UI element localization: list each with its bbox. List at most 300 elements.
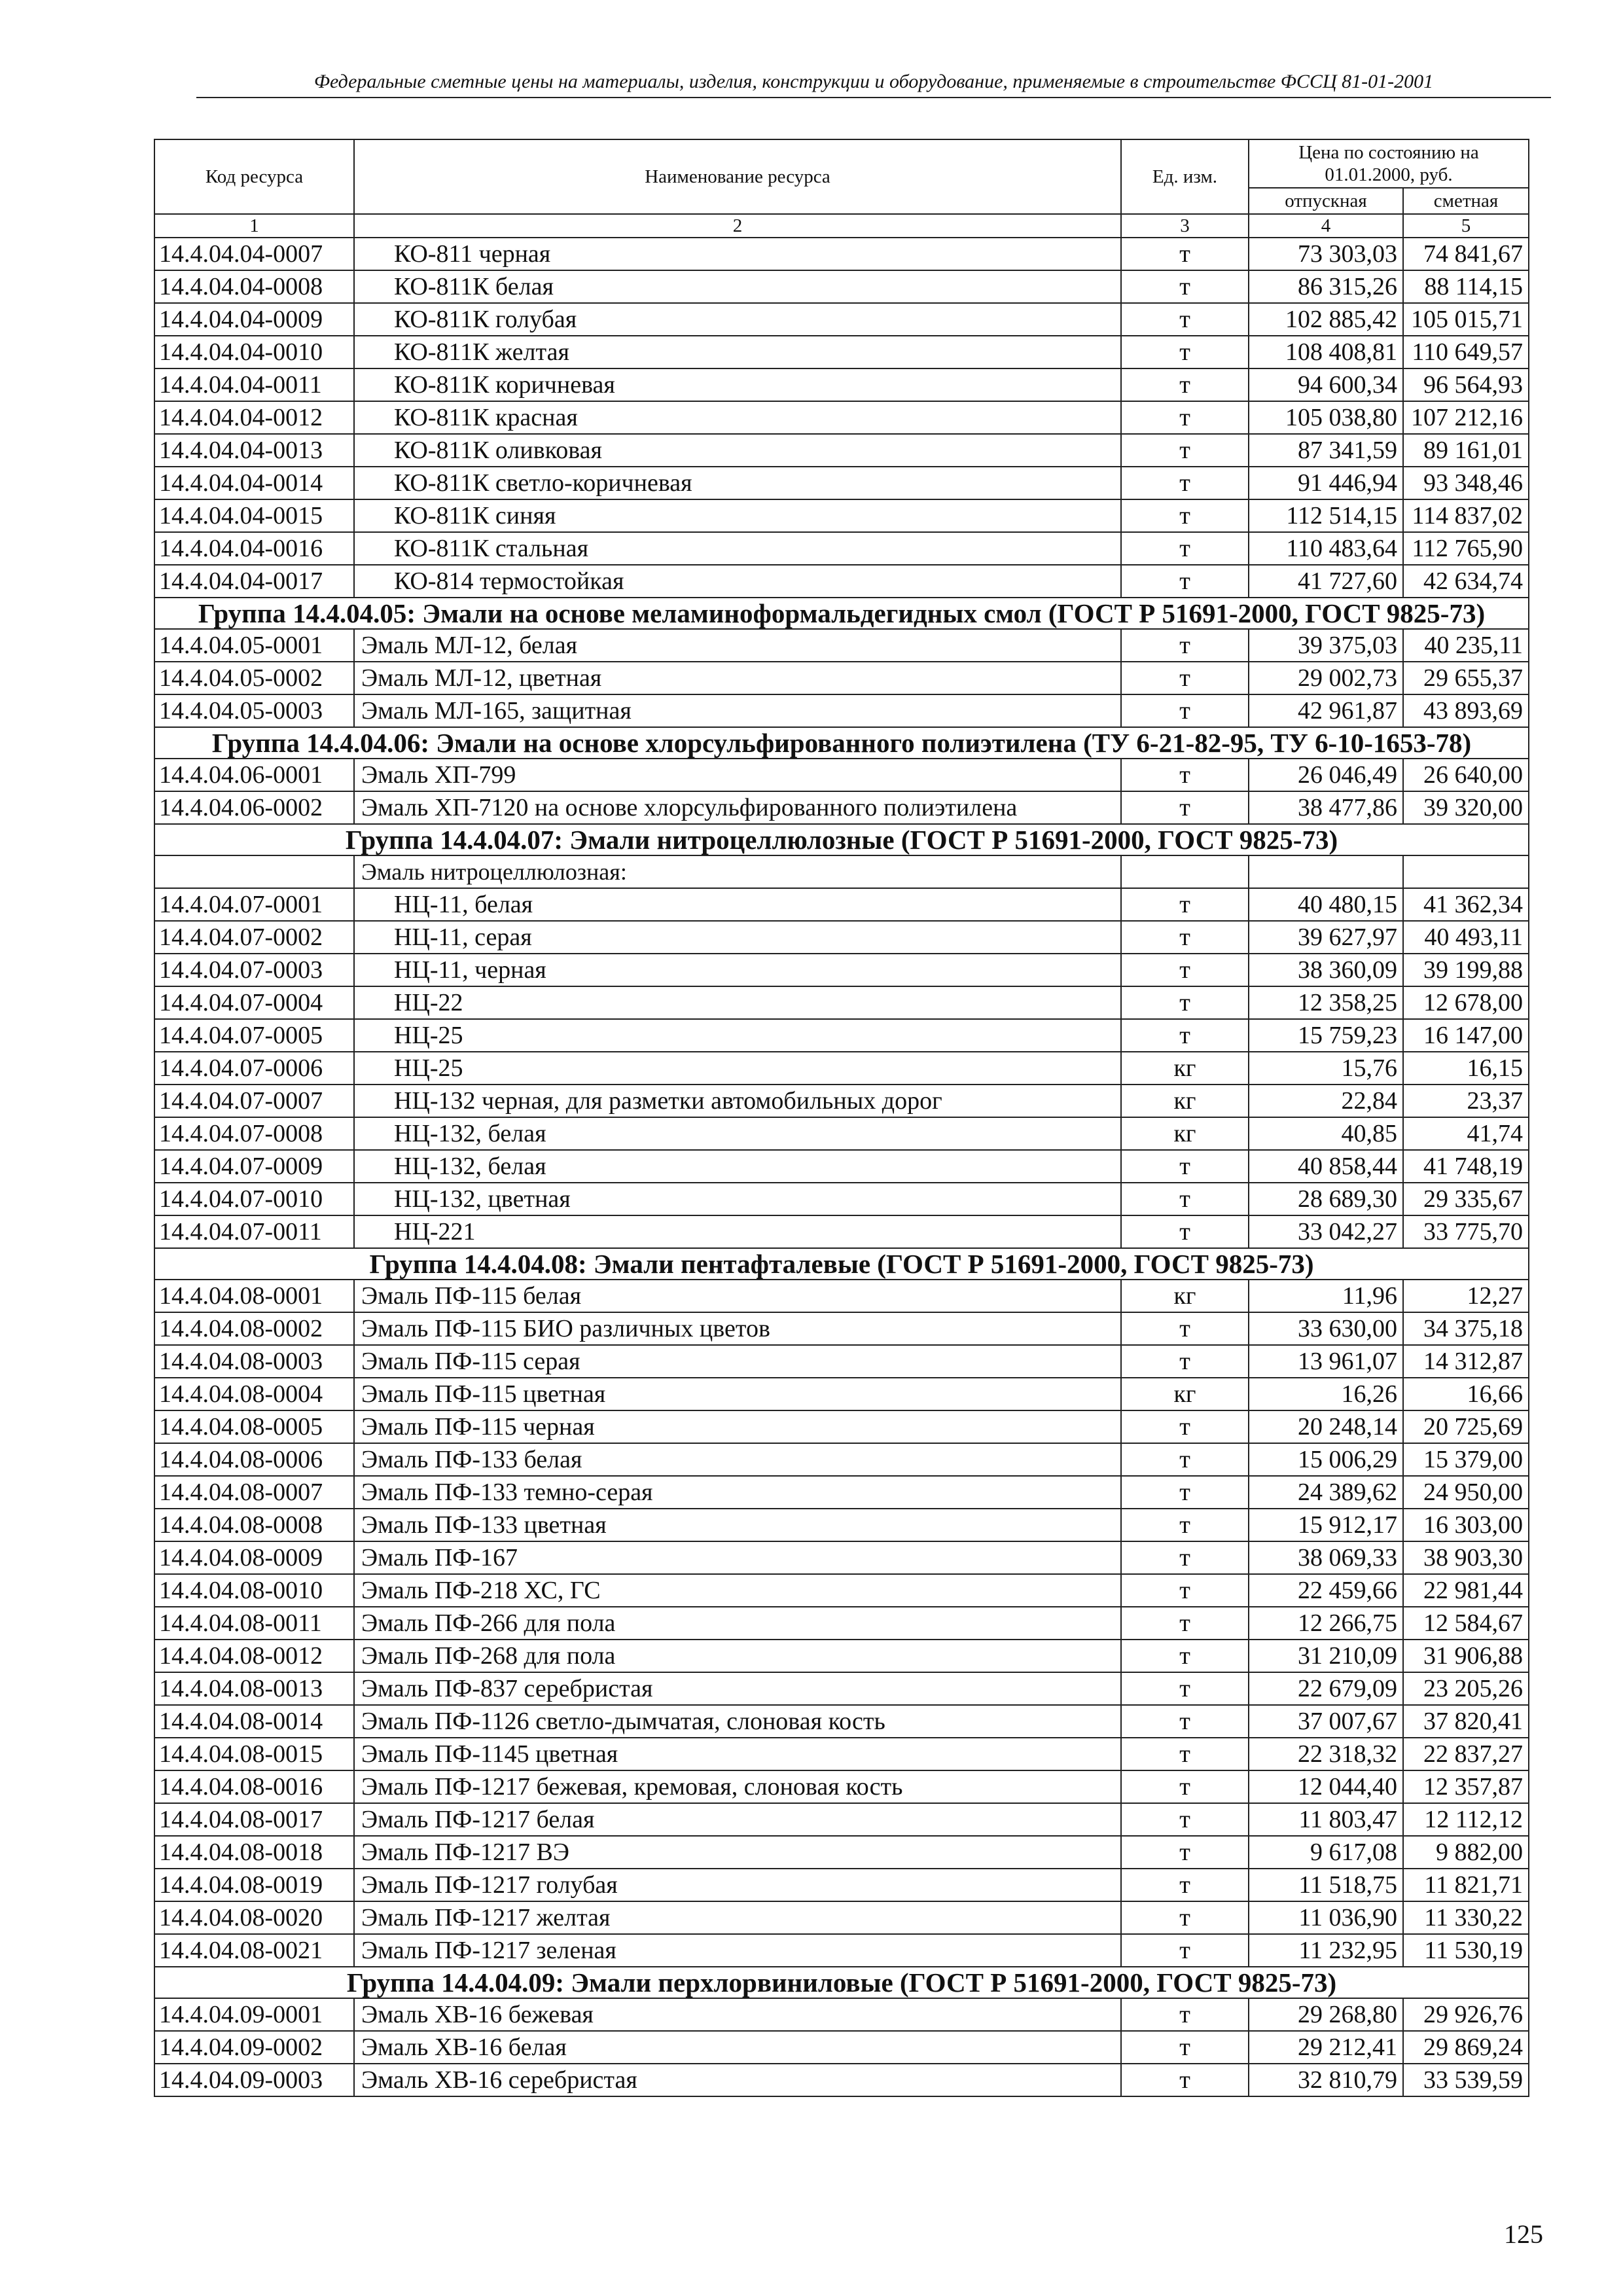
estimate-price: 110 649,57 xyxy=(1403,336,1529,368)
unit-of-measure: т xyxy=(1121,1410,1249,1443)
resource-name: Эмаль ХВ-16 бежевая xyxy=(354,1998,1121,2031)
estimate-price: 12 112,12 xyxy=(1403,1803,1529,1836)
resource-code: 14.4.04.07-0006 xyxy=(154,1052,354,1085)
col-header-release: отпускная xyxy=(1249,188,1403,214)
resource-code: 14.4.04.07-0007 xyxy=(154,1085,354,1117)
resource-code: 14.4.04.04-0015 xyxy=(154,499,354,532)
resource-code: 14.4.04.08-0012 xyxy=(154,1640,354,1672)
table-row xyxy=(154,434,1529,467)
release-price: 22 679,09 xyxy=(1249,1672,1403,1705)
resource-name: Эмаль ХП-799 xyxy=(354,759,1121,791)
estimate-price: 16 303,00 xyxy=(1403,1509,1529,1541)
unit-of-measure: т xyxy=(1121,1312,1249,1345)
resource-code: 14.4.04.04-0014 xyxy=(154,467,354,499)
col-header-estimate: сметная xyxy=(1403,188,1529,214)
col-header-price: Цена по состоянию на 01.01.2000, руб. xyxy=(1249,139,1529,188)
resource-code: 14.4.04.08-0003 xyxy=(154,1345,354,1378)
table-row xyxy=(154,954,1529,986)
release-price: 29 212,41 xyxy=(1249,2031,1403,2064)
unit-of-measure: т xyxy=(1121,434,1249,467)
table-row xyxy=(154,238,1529,270)
table-header xyxy=(154,139,1529,238)
release-price: 40 480,15 xyxy=(1249,888,1403,921)
resource-code: 14.4.04.08-0017 xyxy=(154,1803,354,1836)
unit-of-measure: т xyxy=(1121,303,1249,336)
release-price: 15 006,29 xyxy=(1249,1443,1403,1476)
unit-of-measure: т xyxy=(1121,401,1249,434)
group-heading-row xyxy=(154,1967,1529,1998)
release-price: 15 759,23 xyxy=(1249,1019,1403,1052)
release-price: 31 210,09 xyxy=(1249,1640,1403,1672)
release-price: 33 042,27 xyxy=(1249,1215,1403,1248)
table-row xyxy=(154,1803,1529,1836)
resource-name: КО-811К стальная xyxy=(354,532,1121,565)
resource-name: Эмаль ПФ-1145 цветная xyxy=(354,1738,1121,1770)
release-price: 41 727,60 xyxy=(1249,565,1403,598)
release-price: 22 459,66 xyxy=(1249,1574,1403,1607)
resource-code: 14.4.04.06-0001 xyxy=(154,759,354,791)
unit-of-measure: кг xyxy=(1121,1085,1249,1117)
release-price: 40 858,44 xyxy=(1249,1150,1403,1183)
release-price: 73 303,03 xyxy=(1249,238,1403,270)
estimate-price: 96 564,93 xyxy=(1403,368,1529,401)
table-row xyxy=(154,1215,1529,1248)
running-header: Федеральные сметные цены на материалы, изделия, конструкции и оборудование, применяемые в строительстве ФССЦ 81-01-2001 xyxy=(196,71,1551,98)
unit-of-measure: т xyxy=(1121,1443,1249,1476)
group-heading: Группа 14.4.04.05: Эмали на основе меламиноформальдегидных смол (ГОСТ Р 51691-2000, ГОСТ 9825-73) xyxy=(154,598,1529,629)
col-header-code: Код ресурса xyxy=(154,139,354,214)
resource-name: Эмаль ПФ-1217 зеленая xyxy=(354,1934,1121,1967)
estimate-price: 37 820,41 xyxy=(1403,1705,1529,1738)
table-row xyxy=(154,1574,1529,1607)
group-heading-row xyxy=(154,1248,1529,1280)
resource-code: 14.4.04.08-0007 xyxy=(154,1476,354,1509)
table-row xyxy=(154,662,1529,694)
resource-name: Эмаль ПФ-1126 светло-дымчатая, слоновая кость xyxy=(354,1705,1121,1738)
resource-code: 14.4.04.09-0001 xyxy=(154,1998,354,2031)
resource-name: Эмаль ПФ-115 серая xyxy=(354,1345,1121,1378)
release-price: 86 315,26 xyxy=(1249,270,1403,303)
resource-code: 14.4.04.09-0002 xyxy=(154,2031,354,2064)
release-price: 12 044,40 xyxy=(1249,1770,1403,1803)
resource-name: НЦ-132, цветная xyxy=(354,1183,1121,1215)
estimate-price: 74 841,67 xyxy=(1403,238,1529,270)
group-heading-row xyxy=(154,598,1529,629)
release-price: 39 375,03 xyxy=(1249,629,1403,662)
estimate-price: 38 903,30 xyxy=(1403,1541,1529,1574)
resource-name: Эмаль ПФ-1217 бежевая, кремовая, слоновая кость xyxy=(354,1770,1121,1803)
price-table-container xyxy=(154,139,1528,2097)
unit-of-measure: т xyxy=(1121,662,1249,694)
estimate-price: 12,27 xyxy=(1403,1280,1529,1312)
page-number: 125 xyxy=(1504,2219,1543,2249)
resource-name: КО-811К желтая xyxy=(354,336,1121,368)
estimate-price: 34 375,18 xyxy=(1403,1312,1529,1345)
estimate-price: 33 539,59 xyxy=(1403,2064,1529,2096)
resource-code: 14.4.04.04-0010 xyxy=(154,336,354,368)
col-header-unit: Ед. изм. xyxy=(1121,139,1249,214)
unit-of-measure: кг xyxy=(1121,1378,1249,1410)
unit-of-measure: т xyxy=(1121,532,1249,565)
unit-of-measure: т xyxy=(1121,1738,1249,1770)
table-row xyxy=(154,694,1529,727)
table-row xyxy=(154,1085,1529,1117)
estimate-price: 22 981,44 xyxy=(1403,1574,1529,1607)
unit-of-measure: кг xyxy=(1121,1117,1249,1150)
release-price: 28 689,30 xyxy=(1249,1183,1403,1215)
estimate-price: 16,15 xyxy=(1403,1052,1529,1085)
estimate-price: 40 493,11 xyxy=(1403,921,1529,954)
group-heading: Группа 14.4.04.06: Эмали на основе хлорсульфированного полиэтилена (ТУ 6-21-82-95, ТУ 6-10-1653-78) xyxy=(154,727,1529,759)
estimate-price: 11 821,71 xyxy=(1403,1869,1529,1901)
table-row xyxy=(154,1019,1529,1052)
table-row xyxy=(154,759,1529,791)
resource-name: НЦ-132, белая xyxy=(354,1117,1121,1150)
resource-name: Эмаль ПФ-268 для пола xyxy=(354,1640,1121,1672)
unit-of-measure: т xyxy=(1121,1934,1249,1967)
resource-name: Эмаль ХП-7120 на основе хлорсульфированного полиэтилена xyxy=(354,791,1121,824)
table-row xyxy=(154,1443,1529,1476)
table-row xyxy=(154,2031,1529,2064)
resource-code: 14.4.04.08-0018 xyxy=(154,1836,354,1869)
resource-code: 14.4.04.05-0001 xyxy=(154,629,354,662)
resource-name: НЦ-25 xyxy=(354,1019,1121,1052)
unit-of-measure: т xyxy=(1121,986,1249,1019)
unit-of-measure: т xyxy=(1121,1541,1249,1574)
unit-of-measure: кг xyxy=(1121,1052,1249,1085)
col-header-name: Наименование ресурса xyxy=(354,139,1121,214)
resource-name: Эмаль МЛ-165, защитная xyxy=(354,694,1121,727)
resource-code: 14.4.04.08-0001 xyxy=(154,1280,354,1312)
group-heading-row xyxy=(154,727,1529,759)
table-row xyxy=(154,303,1529,336)
estimate-price: 31 906,88 xyxy=(1403,1640,1529,1672)
group-heading-row xyxy=(154,824,1529,855)
estimate-price: 41 748,19 xyxy=(1403,1150,1529,1183)
resource-name: Эмаль ПФ-133 темно-серая xyxy=(354,1476,1121,1509)
estimate-price: 107 212,16 xyxy=(1403,401,1529,434)
unit-of-measure: т xyxy=(1121,270,1249,303)
resource-name: Эмаль ПФ-115 БИО различных цветов xyxy=(354,1312,1121,1345)
release-price: 29 268,80 xyxy=(1249,1998,1403,2031)
table-row xyxy=(154,1052,1529,1085)
resource-name: НЦ-132 черная, для разметки автомобильных дорог xyxy=(354,1085,1121,1117)
table-row xyxy=(154,1901,1529,1934)
resource-code: 14.4.04.07-0002 xyxy=(154,921,354,954)
group-heading: Группа 14.4.04.09: Эмали перхлорвиниловые (ГОСТ Р 51691-2000, ГОСТ 9825-73) xyxy=(154,1967,1529,1998)
unit-of-measure: т xyxy=(1121,954,1249,986)
unit-of-measure: т xyxy=(1121,2064,1249,2096)
release-price: 37 007,67 xyxy=(1249,1705,1403,1738)
resource-code: 14.4.04.07-0010 xyxy=(154,1183,354,1215)
estimate-price: 41,74 xyxy=(1403,1117,1529,1150)
unit-of-measure: т xyxy=(1121,694,1249,727)
estimate-price: 24 950,00 xyxy=(1403,1476,1529,1509)
release-price: 38 477,86 xyxy=(1249,791,1403,824)
resource-name: Эмаль ПФ-167 xyxy=(354,1541,1121,1574)
resource-name: КО-811 черная xyxy=(354,238,1121,270)
unit-of-measure: т xyxy=(1121,1998,1249,2031)
table-row xyxy=(154,499,1529,532)
group-heading: Группа 14.4.04.07: Эмали нитроцеллюлозные (ГОСТ Р 51691-2000, ГОСТ 9825-73) xyxy=(154,824,1529,855)
resource-code: 14.4.04.05-0003 xyxy=(154,694,354,727)
unit-of-measure: т xyxy=(1121,921,1249,954)
resource-code: 14.4.04.07-0011 xyxy=(154,1215,354,1248)
unit-of-measure: т xyxy=(1121,565,1249,598)
resource-name: Эмаль ПФ-115 цветная xyxy=(354,1378,1121,1410)
estimate-price: 23 205,26 xyxy=(1403,1672,1529,1705)
resource-code: 14.4.04.08-0006 xyxy=(154,1443,354,1476)
table-row xyxy=(154,1378,1529,1410)
release-price: 33 630,00 xyxy=(1249,1312,1403,1345)
release-price: 94 600,34 xyxy=(1249,368,1403,401)
unit-of-measure: т xyxy=(1121,499,1249,532)
estimate-price: 40 235,11 xyxy=(1403,629,1529,662)
release-price: 16,26 xyxy=(1249,1378,1403,1410)
table-row xyxy=(154,1312,1529,1345)
estimate-price: 29 655,37 xyxy=(1403,662,1529,694)
resource-code: 14.4.04.04-0017 xyxy=(154,565,354,598)
unit-of-measure: т xyxy=(1121,1574,1249,1607)
table-row xyxy=(154,1150,1529,1183)
resource-code: 14.4.04.08-0004 xyxy=(154,1378,354,1410)
table-row xyxy=(154,401,1529,434)
unit-of-measure: т xyxy=(1121,888,1249,921)
estimate-price: 29 869,24 xyxy=(1403,2031,1529,2064)
resource-code: 14.4.04.05-0002 xyxy=(154,662,354,694)
subheading-row xyxy=(154,855,1529,888)
table-row xyxy=(154,1705,1529,1738)
resource-name: Эмаль МЛ-12, цветная xyxy=(354,662,1121,694)
unit-of-measure: т xyxy=(1121,1607,1249,1640)
resource-name: Эмаль ПФ-218 ХС, ГС xyxy=(354,1574,1121,1607)
resource-name: НЦ-25 xyxy=(354,1052,1121,1085)
estimate-price-cell xyxy=(1403,855,1529,888)
resource-name: КО-811К светло-коричневая xyxy=(354,467,1121,499)
estimate-price: 23,37 xyxy=(1403,1085,1529,1117)
release-price: 24 389,62 xyxy=(1249,1476,1403,1509)
release-price: 26 046,49 xyxy=(1249,759,1403,791)
resource-code: 14.4.04.07-0001 xyxy=(154,888,354,921)
table-row xyxy=(154,1607,1529,1640)
release-price: 15,76 xyxy=(1249,1052,1403,1085)
resource-name: НЦ-11, черная xyxy=(354,954,1121,986)
estimate-price: 22 837,27 xyxy=(1403,1738,1529,1770)
estimate-price: 33 775,70 xyxy=(1403,1215,1529,1248)
release-price: 9 617,08 xyxy=(1249,1836,1403,1869)
resource-code: 14.4.04.08-0016 xyxy=(154,1770,354,1803)
release-price: 22,84 xyxy=(1249,1085,1403,1117)
resource-name: Эмаль ПФ-115 черная xyxy=(354,1410,1121,1443)
release-price: 22 318,32 xyxy=(1249,1738,1403,1770)
unit-of-measure: кг xyxy=(1121,1280,1249,1312)
estimate-price: 29 926,76 xyxy=(1403,1998,1529,2031)
estimate-price: 14 312,87 xyxy=(1403,1345,1529,1378)
table-row xyxy=(154,1280,1529,1312)
table-row xyxy=(154,1541,1529,1574)
table-row xyxy=(154,467,1529,499)
resource-name: НЦ-221 xyxy=(354,1215,1121,1248)
resource-code: 14.4.04.06-0002 xyxy=(154,791,354,824)
unit-of-measure: т xyxy=(1121,1215,1249,1248)
col-number: 5 xyxy=(1403,214,1529,238)
table-row xyxy=(154,1869,1529,1901)
table-row xyxy=(154,986,1529,1019)
release-price: 15 912,17 xyxy=(1249,1509,1403,1541)
estimate-price: 12 584,67 xyxy=(1403,1607,1529,1640)
table-row xyxy=(154,1672,1529,1705)
estimate-price: 16,66 xyxy=(1403,1378,1529,1410)
unit-of-measure: т xyxy=(1121,1869,1249,1901)
release-price: 20 248,14 xyxy=(1249,1410,1403,1443)
table-row xyxy=(154,368,1529,401)
resource-code: 14.4.04.08-0014 xyxy=(154,1705,354,1738)
table-row xyxy=(154,791,1529,824)
release-price: 39 627,97 xyxy=(1249,921,1403,954)
resource-name: Эмаль МЛ-12, белая xyxy=(354,629,1121,662)
resource-code: 14.4.04.07-0008 xyxy=(154,1117,354,1150)
estimate-price: 26 640,00 xyxy=(1403,759,1529,791)
unit-of-measure: т xyxy=(1121,1476,1249,1509)
resource-name: КО-811К синяя xyxy=(354,499,1121,532)
estimate-price: 20 725,69 xyxy=(1403,1410,1529,1443)
estimate-price: 41 362,34 xyxy=(1403,888,1529,921)
estimate-price: 88 114,15 xyxy=(1403,270,1529,303)
resource-name: Эмаль ХВ-16 серебристая xyxy=(354,2064,1121,2096)
release-price: 11 518,75 xyxy=(1249,1869,1403,1901)
resource-code: 14.4.04.08-0019 xyxy=(154,1869,354,1901)
resource-name: КО-814 термостойкая xyxy=(354,565,1121,598)
resource-code: 14.4.04.08-0020 xyxy=(154,1901,354,1934)
resource-code: 14.4.04.08-0013 xyxy=(154,1672,354,1705)
table-row xyxy=(154,1770,1529,1803)
resource-name: КО-811К оливковая xyxy=(354,434,1121,467)
resource-code: 14.4.04.08-0011 xyxy=(154,1607,354,1640)
subheading-label: Эмаль нитроцеллюлозная: xyxy=(354,855,1121,888)
unit-of-measure: т xyxy=(1121,1803,1249,1836)
estimate-price: 16 147,00 xyxy=(1403,1019,1529,1052)
estimate-price: 105 015,71 xyxy=(1403,303,1529,336)
release-price: 32 810,79 xyxy=(1249,2064,1403,2096)
release-price: 110 483,64 xyxy=(1249,532,1403,565)
unit-of-measure: т xyxy=(1121,1019,1249,1052)
table-row xyxy=(154,1640,1529,1672)
estimate-price: 42 634,74 xyxy=(1403,565,1529,598)
resource-code: 14.4.04.04-0013 xyxy=(154,434,354,467)
estimate-price: 93 348,46 xyxy=(1403,467,1529,499)
estimate-price: 15 379,00 xyxy=(1403,1443,1529,1476)
estimate-price: 114 837,02 xyxy=(1403,499,1529,532)
resource-code: 14.4.04.07-0009 xyxy=(154,1150,354,1183)
resource-name: КО-811К коричневая xyxy=(354,368,1121,401)
resource-name: Эмаль ПФ-1217 белая xyxy=(354,1803,1121,1836)
resource-name: Эмаль ПФ-133 цветная xyxy=(354,1509,1121,1541)
table-row xyxy=(154,1738,1529,1770)
table-row xyxy=(154,336,1529,368)
unit-of-measure: т xyxy=(1121,1672,1249,1705)
estimate-price: 11 530,19 xyxy=(1403,1934,1529,1967)
release-price: 102 885,42 xyxy=(1249,303,1403,336)
release-price: 105 038,80 xyxy=(1249,401,1403,434)
release-price: 11 232,95 xyxy=(1249,1934,1403,1967)
resource-name: КО-811К голубая xyxy=(354,303,1121,336)
estimate-price: 11 330,22 xyxy=(1403,1901,1529,1934)
resource-code: 14.4.04.04-0011 xyxy=(154,368,354,401)
table-row xyxy=(154,1836,1529,1869)
unit-of-measure: т xyxy=(1121,791,1249,824)
unit-of-measure: т xyxy=(1121,1183,1249,1215)
table-row xyxy=(154,270,1529,303)
resource-name: НЦ-22 xyxy=(354,986,1121,1019)
release-price: 12 266,75 xyxy=(1249,1607,1403,1640)
code-cell xyxy=(154,855,354,888)
resource-name: НЦ-11, серая xyxy=(354,921,1121,954)
unit-of-measure: т xyxy=(1121,1640,1249,1672)
resource-code: 14.4.04.07-0005 xyxy=(154,1019,354,1052)
table-row xyxy=(154,1117,1529,1150)
unit-of-measure: т xyxy=(1121,1705,1249,1738)
unit-of-measure: т xyxy=(1121,238,1249,270)
unit-cell xyxy=(1121,855,1249,888)
release-price: 42 961,87 xyxy=(1249,694,1403,727)
release-price: 13 961,07 xyxy=(1249,1345,1403,1378)
release-price: 11,96 xyxy=(1249,1280,1403,1312)
release-price: 11 036,90 xyxy=(1249,1901,1403,1934)
col-number: 3 xyxy=(1121,214,1249,238)
table-body xyxy=(154,238,1529,2096)
resource-code: 14.4.04.04-0008 xyxy=(154,270,354,303)
resource-code: 14.4.04.04-0016 xyxy=(154,532,354,565)
unit-of-measure: т xyxy=(1121,1836,1249,1869)
resource-code: 14.4.04.09-0003 xyxy=(154,2064,354,2096)
release-price: 38 069,33 xyxy=(1249,1541,1403,1574)
price-table xyxy=(154,139,1529,2097)
estimate-price: 29 335,67 xyxy=(1403,1183,1529,1215)
release-price: 112 514,15 xyxy=(1249,499,1403,532)
table-row xyxy=(154,1998,1529,2031)
table-row xyxy=(154,1934,1529,1967)
unit-of-measure: т xyxy=(1121,759,1249,791)
unit-of-measure: т xyxy=(1121,368,1249,401)
table-row xyxy=(154,565,1529,598)
resource-code: 14.4.04.07-0004 xyxy=(154,986,354,1019)
resource-code: 14.4.04.08-0021 xyxy=(154,1934,354,1967)
estimate-price: 9 882,00 xyxy=(1403,1836,1529,1869)
resource-code: 14.4.04.08-0009 xyxy=(154,1541,354,1574)
release-price: 108 408,81 xyxy=(1249,336,1403,368)
resource-code: 14.4.04.08-0005 xyxy=(154,1410,354,1443)
table-row xyxy=(154,888,1529,921)
release-price-cell xyxy=(1249,855,1403,888)
unit-of-measure: т xyxy=(1121,336,1249,368)
table-row xyxy=(154,1345,1529,1378)
unit-of-measure: т xyxy=(1121,1150,1249,1183)
resource-name: Эмаль ХВ-16 белая xyxy=(354,2031,1121,2064)
resource-name: НЦ-11, белая xyxy=(354,888,1121,921)
table-row xyxy=(154,2064,1529,2096)
table-row xyxy=(154,629,1529,662)
release-price: 40,85 xyxy=(1249,1117,1403,1150)
group-heading: Группа 14.4.04.08: Эмали пентафталевые (ГОСТ Р 51691-2000, ГОСТ 9825-73) xyxy=(154,1248,1529,1280)
estimate-price: 43 893,69 xyxy=(1403,694,1529,727)
table-row xyxy=(154,1509,1529,1541)
resource-name: КО-811К красная xyxy=(354,401,1121,434)
release-price: 29 002,73 xyxy=(1249,662,1403,694)
unit-of-measure: т xyxy=(1121,1509,1249,1541)
release-price: 87 341,59 xyxy=(1249,434,1403,467)
estimate-price: 12 357,87 xyxy=(1403,1770,1529,1803)
col-number: 2 xyxy=(354,214,1121,238)
